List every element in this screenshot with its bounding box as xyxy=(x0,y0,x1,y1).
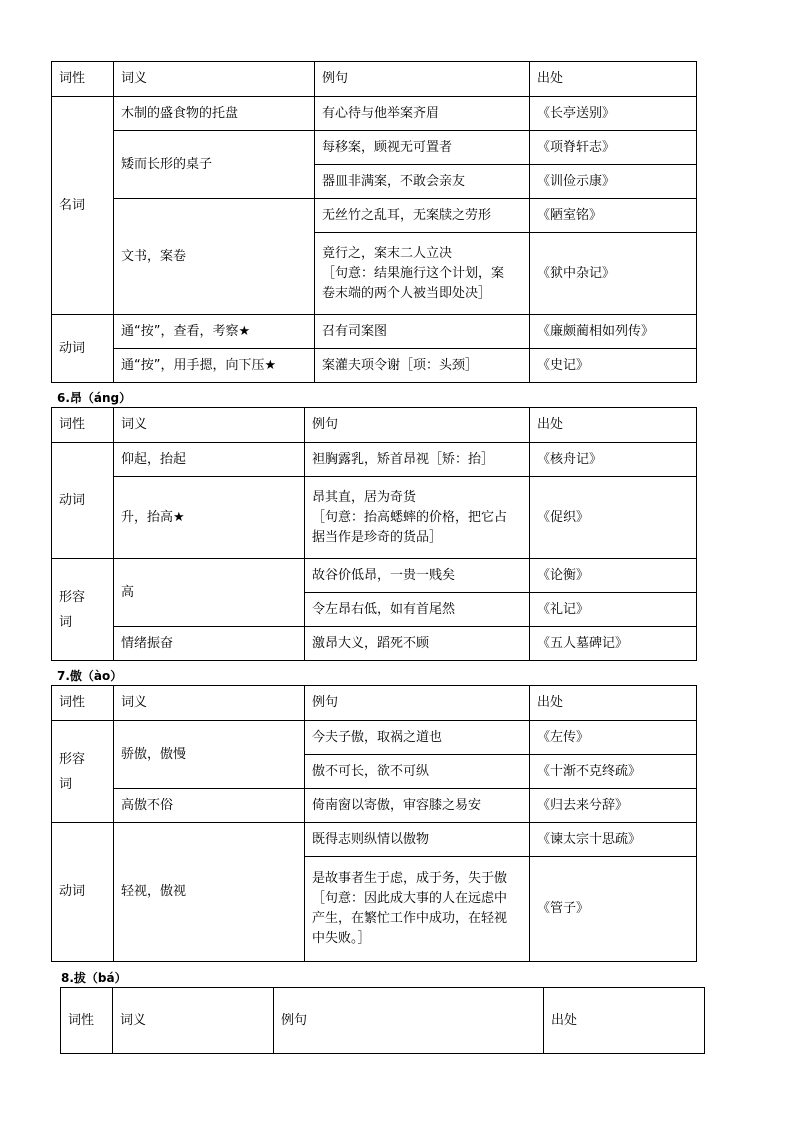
section-title-6: 6.昂（áng） xyxy=(57,391,132,405)
source-cell: 《廉颇蔺相如列传》 xyxy=(530,315,697,349)
example-cell: 有心待与他举案齐眉 xyxy=(315,97,530,131)
table-row xyxy=(52,443,697,477)
header-source: 出处 xyxy=(530,62,697,97)
section-title-7: 7.傲（ào） xyxy=(57,669,123,683)
source-cell: 《论衡》 xyxy=(530,559,697,593)
pos-cell: 动词 xyxy=(52,315,114,383)
example-cell: 无丝竹之乱耳，无案牍之劳形 xyxy=(315,199,530,233)
example-cell xyxy=(305,857,530,962)
meaning-cell: 高傲不俗 xyxy=(114,789,305,823)
header-meaning: 词义 xyxy=(113,988,274,1054)
example-cell: 激昂大义，蹈死不顾 xyxy=(305,627,530,661)
meaning-cell: 高 xyxy=(114,559,305,627)
header-example: 例句 xyxy=(315,62,530,97)
table-row xyxy=(52,721,697,755)
table-ao xyxy=(51,685,697,962)
source-cell: 《陋室铭》 xyxy=(530,199,697,233)
meaning-cell: 文书，案卷 xyxy=(114,199,315,315)
source-cell: 《礼记》 xyxy=(530,593,697,627)
example-cell xyxy=(315,233,530,315)
meaning-cell: 情绪振奋 xyxy=(114,627,305,661)
meaning-cell: 升，抬高★ xyxy=(114,477,305,559)
table-row xyxy=(52,477,697,559)
example-line: ［句意：结果施行这个计划，案 xyxy=(322,265,505,281)
example-line: 中失败。］ xyxy=(312,931,371,946)
source-cell: 《十渐不克终疏》 xyxy=(530,755,697,789)
header-pos: 词性 xyxy=(61,988,113,1054)
example-cell: 今夫子傲，取祸之道也 xyxy=(305,721,530,755)
pos-label: 形容词 xyxy=(59,751,86,792)
example-cell: 故谷价低昂，一贵一贱矣 xyxy=(305,559,530,593)
source-cell: 《左传》 xyxy=(530,721,697,755)
table-header-row xyxy=(52,62,697,97)
meaning-cell: 木制的盛食物的托盘 xyxy=(114,97,315,131)
table-row xyxy=(52,559,697,593)
table-row xyxy=(52,199,697,233)
pos-cell: 动词 xyxy=(52,443,114,559)
meaning-cell: 轻视，傲视 xyxy=(114,823,305,962)
example-cell: 傲不可长，欲不可纵 xyxy=(305,755,530,789)
header-source: 出处 xyxy=(530,408,697,443)
example-line: ［句意：因此成大事的人在远虑中 xyxy=(312,891,508,906)
source-cell: 《训俭示康》 xyxy=(530,165,697,199)
example-cell xyxy=(305,477,530,559)
pos-cell: 动词 xyxy=(52,823,114,962)
meaning-cell: 仰起，抬起 xyxy=(114,443,305,477)
source-cell: 《项脊轩志》 xyxy=(530,131,697,165)
example-cell: 案灌夫项令谢［项：头颈］ xyxy=(315,349,530,383)
table-row xyxy=(52,349,697,383)
example-cell: 每移案，顾视无可置者 xyxy=(315,131,530,165)
example-cell: 袒胸露乳，矫首昂视［矫：抬］ xyxy=(305,443,530,477)
example-line: 卷末端的两个人被当即处决］ xyxy=(322,285,492,301)
header-meaning: 词义 xyxy=(114,408,305,443)
table-row xyxy=(52,789,697,823)
example-cell: 倚南窗以寄傲，审容膝之易安 xyxy=(305,789,530,823)
table-row xyxy=(52,97,697,131)
meaning-cell: 通“按”，用手摁，向下压★ xyxy=(114,349,315,383)
example-line: 是故事者生于虑，成于务，失于傲 xyxy=(312,871,508,886)
pos-cell: 名词 xyxy=(52,97,114,315)
meaning-cell: 骄傲，傲慢 xyxy=(114,721,305,789)
table-an xyxy=(51,61,697,383)
example-line: 产生，在繁忙工作中成功，在轻视 xyxy=(312,911,508,926)
example-cell: 既得志则纵情以傲物 xyxy=(305,823,530,857)
table-row xyxy=(52,131,697,165)
source-cell: 《核舟记》 xyxy=(530,443,697,477)
source-cell: 《史记》 xyxy=(530,349,697,383)
table-row xyxy=(52,627,697,661)
header-example: 例句 xyxy=(305,686,530,721)
example-line: 昂其直，居为奇货 xyxy=(312,489,417,505)
table-row xyxy=(52,315,697,349)
header-source: 出处 xyxy=(530,686,697,721)
section-title-8: 8.拔（bá） xyxy=(61,971,127,985)
header-pos: 词性 xyxy=(52,408,114,443)
header-pos: 词性 xyxy=(52,686,114,721)
example-line: 据当作是珍奇的货品］ xyxy=(312,529,443,545)
table-header-row xyxy=(52,686,697,721)
example-line: ［句意：抬高蟋蟀的价格，把它占 xyxy=(312,509,508,525)
source-cell: 《谏太宗十思疏》 xyxy=(530,823,697,857)
header-meaning: 词义 xyxy=(114,62,315,97)
table-ang xyxy=(51,407,697,661)
header-source: 出处 xyxy=(544,988,705,1054)
header-pos: 词性 xyxy=(52,62,114,97)
meaning-cell: 矮而长形的桌子 xyxy=(114,131,315,199)
header-example: 例句 xyxy=(305,408,530,443)
example-cell: 令左昂右低，如有首尾然 xyxy=(305,593,530,627)
pos-cell xyxy=(52,721,114,823)
example-cell: 器皿非满案，不敢会亲友 xyxy=(315,165,530,199)
header-meaning: 词义 xyxy=(114,686,305,721)
table-ba xyxy=(60,987,705,1054)
source-cell: 《长亭送别》 xyxy=(530,97,697,131)
table-header-row xyxy=(61,988,705,1054)
header-example: 例句 xyxy=(274,988,544,1054)
example-line: 竟行之，案末二人立决 xyxy=(322,245,453,261)
table-header-row xyxy=(52,408,697,443)
source-cell: 《促织》 xyxy=(530,477,697,559)
meaning-cell: 通“按”，查看，考察★ xyxy=(114,315,315,349)
source-cell: 《狱中杂记》 xyxy=(530,233,697,315)
table-row xyxy=(52,823,697,857)
example-cell: 召有司案图 xyxy=(315,315,530,349)
source-cell: 《归去来兮辞》 xyxy=(530,789,697,823)
pos-label: 形容词 xyxy=(59,589,86,630)
pos-cell xyxy=(52,559,114,661)
source-cell: 《管子》 xyxy=(530,857,697,962)
source-cell: 《五人墓碑记》 xyxy=(530,627,697,661)
